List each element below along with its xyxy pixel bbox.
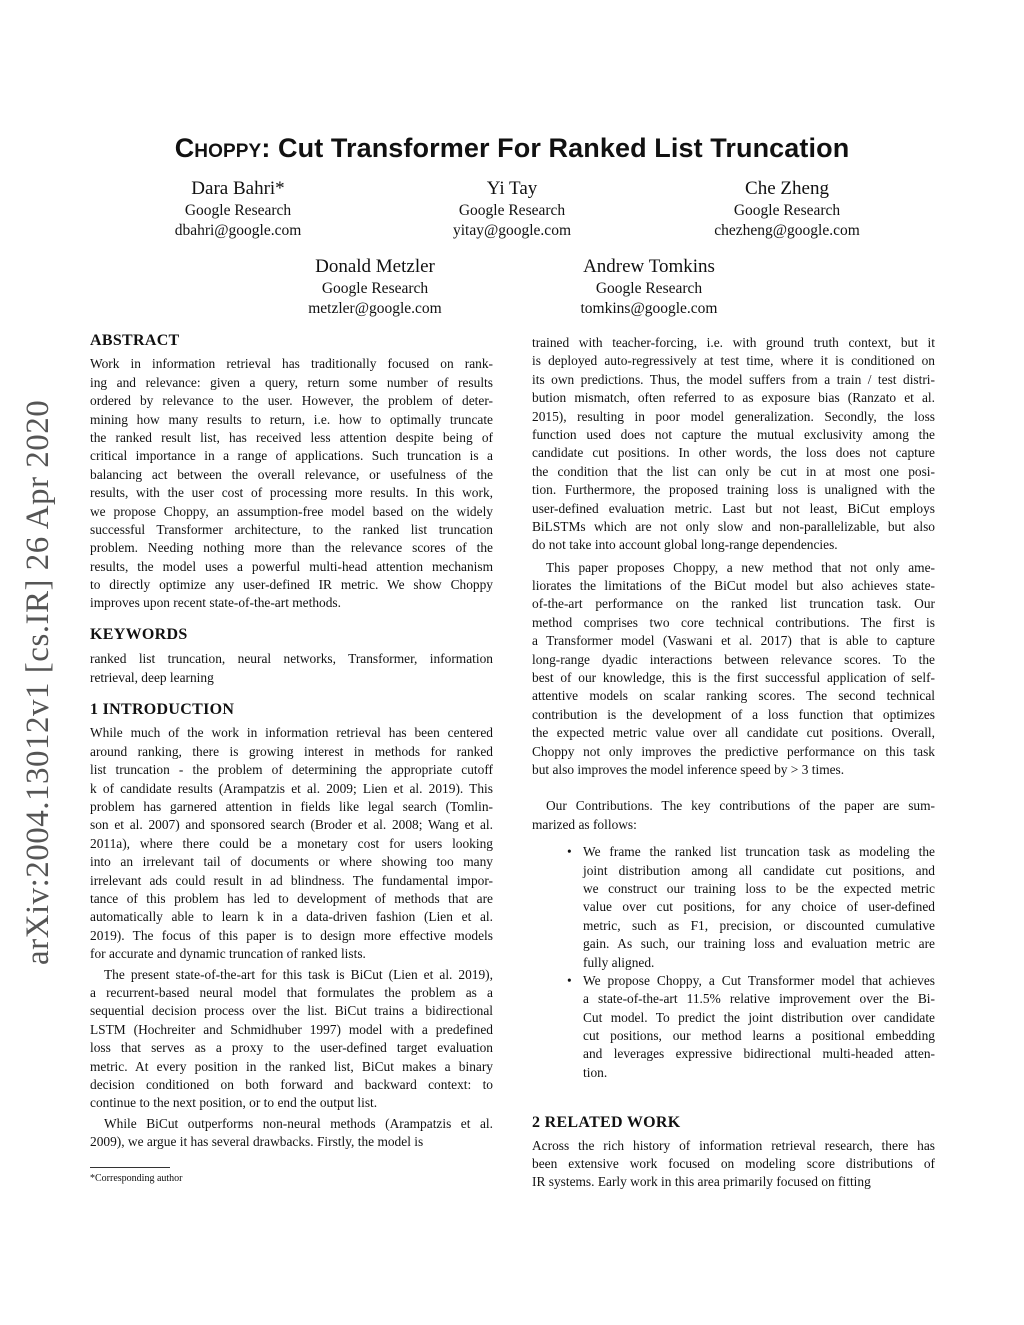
text-line: results, with the user cost of processing more results. In this work, (90, 485, 493, 501)
author-email: metzler@google.com (308, 300, 442, 317)
text-line: irrelevant ads could result in ad blindness. The fundamental impor- (90, 872, 493, 888)
text-line: the condition that the list can only be cut in at most one posi- (532, 463, 935, 479)
text-line: This paper proposes Choppy, a new method that not only ame- (546, 559, 935, 575)
author-name: Che Zheng (745, 178, 829, 199)
text-line: marized as follows: (532, 816, 637, 832)
author-name: Dara Bahri* (191, 178, 285, 199)
text-line: a state-of-the-art 11.5% relative improvement over the Bi- (583, 991, 935, 1007)
text-line: trained with teacher-forcing, i.e. with ground truth context, but it (532, 335, 935, 350)
text-line: ing and relevance: given a query, return some number of results (90, 374, 493, 390)
author-name: Yi Tay (486, 178, 538, 199)
contributions-intro (532, 797, 935, 834)
author-affiliation: Google Research (733, 202, 841, 219)
text-line: BiLSTMs which are not only slow and non-parallelizable, but also (532, 518, 935, 534)
bullet-marker: • (567, 844, 572, 860)
contribution-bullet-1 (532, 843, 935, 972)
text-line: is deployed auto-regressively at test time, where it is conditioned on (532, 353, 935, 369)
text-line: do not take into account global long-range dependencies. (532, 537, 838, 553)
text-line: user-defined evaluation metric. Last but not least, BiCut employs (532, 500, 935, 516)
right-paragraph-1 (532, 334, 935, 555)
text-line: the ranked result list, has received less attention despite being of (90, 429, 493, 445)
text-line: While much of the work in information retrieval has been centered (90, 725, 493, 741)
author-block-3 (657, 178, 917, 241)
author-block-5 (519, 256, 779, 319)
text-line: tion. (583, 1064, 608, 1080)
text-line: ordered by relevance to the user. However, the problem of deter- (90, 393, 493, 409)
left-column (90, 332, 493, 1151)
footnote-rule (90, 1167, 170, 1168)
paper-title (0, 133, 1024, 164)
text-line: list truncation - the problem of determining the appropriate cutoff (90, 762, 493, 778)
author-email: dbahri@google.com (174, 222, 302, 239)
text-line: critical importance in a range of applications. Such truncation is a (90, 448, 493, 464)
bullet-text (583, 843, 935, 972)
text-line: been extensive work focused on modeling score distributions of (532, 1156, 935, 1172)
text-line: method comprises two core technical contributions. The first is (532, 614, 935, 630)
text-line: retrieval, deep learning (90, 669, 214, 685)
text-line: We frame the ranked list truncation task as modeling the (583, 844, 935, 860)
intro-paragraph-2 (90, 966, 493, 1113)
text-line: improves upon recent state-of-the-art methods. (90, 595, 341, 611)
text-line: into an irrelevant tail of documents or where showing too many (90, 854, 493, 870)
text-line: tion. Furthermore, the proposed training loss is unaligned with the (532, 482, 935, 498)
text-line: metric, such as F1, precision, or discounted cumulative (583, 917, 935, 933)
contribution-bullet-2 (532, 972, 935, 1082)
intro-paragraph-1 (90, 724, 493, 963)
right-column (532, 334, 935, 1192)
text-line: for accurate and dynamic truncation of ranked lists. (90, 946, 366, 962)
text-line: k of candidate results (Arampatzis et al. 2009; Lien et al. 2019). This (90, 780, 493, 796)
author-name: Donald Metzler (315, 256, 435, 277)
text-line: to directly optimize any user-defined IR metric. We show Choppy (90, 577, 493, 593)
text-line: bution mismatch, often referred to as exposure bias (Ranzato et al. (532, 390, 935, 406)
text-line: mining how many results to return, i.e. how to optimally truncate (90, 411, 493, 427)
keywords-body (90, 650, 493, 687)
text-line: IR systems. Early work in this area primarily focused on fitting (532, 1174, 871, 1190)
text-line: gain. As such, our training loss and evaluation metric are (583, 936, 935, 952)
text-line: Work in information retrieval has traditionally focused on rank- (90, 356, 493, 372)
text-line: We propose Choppy, a Cut Transformer model that achieves (583, 972, 935, 988)
related-work-heading: 2 RELATED WORK (532, 1114, 681, 1132)
text-line: best of our knowledge, this is the first successful application of self- (532, 670, 935, 686)
text-line: attentive models on scalar ranking scores. The second technical (532, 688, 935, 704)
text-line: of-the-art performance on the ranked list truncation task. Our (532, 596, 935, 612)
author-affiliation: Google Research (321, 280, 429, 297)
text-line: Across the rich history of information retrieval research, there has (532, 1137, 935, 1153)
text-line: automatically able to learn k in a data-driven fashion (Lien et al. (90, 909, 493, 925)
text-line: problem has garnered attention in fields like legal search (Tomlin- (90, 799, 493, 815)
text-line: we construct our training loss to be the expected metric (583, 880, 935, 896)
text-line: joint distribution among all candidate cut positions, and (583, 862, 935, 878)
author-email: tomkins@google.com (580, 300, 718, 317)
title-model-name: Choppy (174, 133, 262, 163)
abstract-heading: ABSTRACT (90, 332, 180, 349)
text-line: cut positions, our method learns a positional embedding (583, 1028, 935, 1044)
text-line: candidate cut positions. In other words, the loss does not capture (532, 445, 935, 461)
author-email: chezheng@google.com (714, 222, 860, 239)
author-affiliation: Google Research (458, 202, 566, 219)
text-line: contribution is the development of a loss function that optimizes (532, 706, 935, 722)
text-line: Choppy not only improves the predictive performance on this task (532, 743, 935, 759)
text-line: a Transformer model (Vaswani et al. 2017) that is able to capture (532, 633, 935, 649)
text-line: liorates the limitations of the BiCut model but also achieves state- (532, 578, 935, 594)
author-affiliation: Google Research (184, 202, 292, 219)
text-line: 2011a), where there could be a monetary cost for users looking (90, 835, 493, 851)
text-line: around ranking, there is growing interest in methods for ranked (90, 743, 493, 759)
author-block-2 (382, 178, 642, 241)
text-line: loss that serves as a proxy to the user-defined target evaluation (90, 1040, 493, 1056)
bullet-marker: • (567, 972, 572, 988)
text-line: While BiCut outperforms non-neural methods (Arampatzis et al. (104, 1115, 493, 1131)
text-line: fully aligned. (583, 954, 655, 970)
abstract-body (90, 355, 493, 612)
author-name: Andrew Tomkins (583, 256, 715, 277)
text-line: results, the model uses a powerful multi-head attention mechanism (90, 558, 493, 574)
text-line: continue to the next position, or to end the output list. (90, 1095, 378, 1111)
text-line: ranked list truncation, neural networks, Transformer, information (90, 651, 493, 667)
text-line: but also improves the model inference speed by > 3 times. (532, 761, 845, 777)
author-block-1 (108, 178, 368, 241)
text-line: balancing act between the overall relevance, or usefulness of the (90, 466, 493, 482)
text-line: its own predictions. Thus, the model suffers from a train / test distri- (532, 371, 935, 387)
title-rest: : Cut Transformer For Ranked List Truncation (261, 133, 850, 163)
arxiv-identifier: arXiv:2004.13012v1 [cs.IR] 26 Apr 2020 (20, 399, 56, 965)
text-line: Our Contributions. The key contributions of the paper are sum- (546, 798, 935, 814)
text-line: 2015), resulting in poor model generalization. Secondly, the loss (532, 408, 935, 424)
text-line: successful Transformer architecture, to the ranked list truncation (90, 521, 493, 537)
text-line: tance of this problem has led to development of methods that are (90, 890, 493, 906)
text-line: and leverages expressive bidirectional multi-headed atten- (583, 1046, 935, 1062)
text-line: problem. Needing nothing more than the relevance scores of the (90, 540, 493, 556)
right-paragraph-2 (532, 559, 935, 780)
related-work-body (532, 1137, 935, 1192)
text-line: the expected metric value over all candidate cut positions. Overall, (532, 725, 935, 741)
bullet-text (583, 972, 935, 1082)
text-line: 2019). The focus of this paper is to design more effective models (90, 927, 493, 943)
keywords-heading: KEYWORDS (90, 625, 188, 643)
introduction-heading: 1 INTRODUCTION (90, 701, 235, 719)
intro-paragraph-3 (90, 1115, 493, 1152)
text-line: value over cut positions, for any choice of user-defined (583, 899, 935, 915)
author-email: yitay@google.com (452, 222, 571, 239)
text-line: metric. At every position in the ranked list, BiCut makes a binary (90, 1058, 493, 1074)
text-line: function used does not capture the mutual exclusivity among the (532, 426, 935, 442)
text-line: we propose Choppy, an assumption-free model based on the widely (90, 503, 493, 519)
text-line: long-range dyadic interactions between relevance scores. To the (532, 651, 935, 667)
text-line: LSTM (Hochreiter and Schmidhuber 1997) model with a predefined (90, 1021, 493, 1037)
text-line: decision conditioned on both forward and backward context: to (90, 1076, 493, 1092)
text-line: 2009), we argue it has several drawbacks. Firstly, the model is (90, 1134, 424, 1150)
author-block-4 (245, 256, 505, 319)
text-line: Cut model. To predict the joint distribution over candidate (583, 1009, 935, 1025)
text-line: The present state-of-the-art for this task is BiCut (Lien et al. 2019), (104, 966, 493, 982)
text-line: sequential decision process over the list. BiCut trains a bidirectional (90, 1003, 493, 1019)
footnote: *Corresponding author (90, 1173, 183, 1184)
author-affiliation: Google Research (595, 280, 703, 297)
text-line: son et al. 2007) and sponsored search (Broder et al. 2008; Wang et al. (90, 817, 493, 833)
text-line: a recurrent-based neural model that formulates the problem as a (90, 984, 493, 1000)
